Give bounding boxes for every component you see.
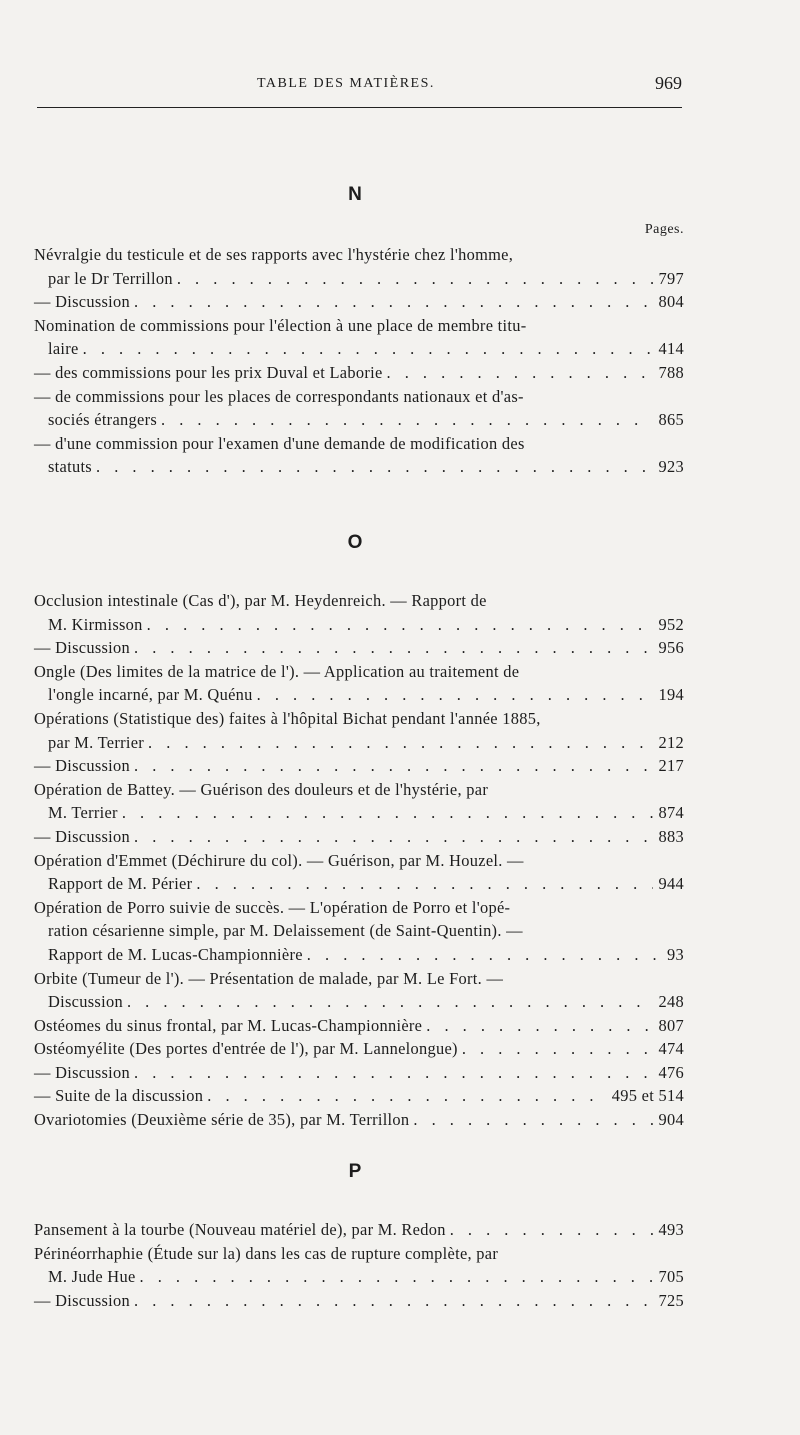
index-entry: [34, 660, 684, 707]
index-entry: [34, 1218, 684, 1242]
index-entry: [34, 1061, 684, 1085]
index-entry: [34, 314, 684, 361]
entry-text-line: — d'une commission pour l'examen d'une demande de modification des: [34, 433, 525, 453]
entry-page-number: 493: [658, 1220, 684, 1239]
dot-leader: [130, 1061, 652, 1085]
entry-page-number: 725: [658, 1290, 684, 1310]
dot-leader: [303, 943, 661, 967]
entry-text-line: Nomination de commissions pour l'élection à une place de membre titu-: [34, 315, 527, 335]
dot-leader: [192, 872, 652, 896]
section-n-entries: [34, 243, 684, 479]
dot-leader: [123, 990, 653, 1014]
running-title: TABLE DES MATIÈRES.: [257, 76, 435, 91]
pages-label: Pages.: [644, 222, 684, 237]
entry-page-number: 883: [658, 826, 684, 846]
entry-page-number: 944: [658, 874, 684, 894]
entry-text-line: — de commissions pour les places de correspondants nationaux et d'as-: [34, 386, 524, 406]
entry-page-number: 212: [658, 732, 684, 752]
index-entry: [34, 1289, 684, 1313]
dot-leader: [422, 1014, 652, 1038]
page-number: 969: [655, 73, 682, 93]
entry-text-line: — Discussion: [34, 826, 131, 846]
entry-text-line: laire: [48, 339, 79, 359]
entry-text-line: Périnéorrhaphie (Étude sur la) dans les cas de rupture complète, par: [34, 1243, 499, 1263]
index-entry: [34, 589, 684, 636]
entry-text-line: Discussion: [48, 992, 123, 1012]
entry-text-line: Ongle (Des limites de la matrice de l'). — Application au traitement de: [34, 661, 520, 681]
index-entry: [34, 1084, 684, 1108]
index-entry: [34, 243, 684, 290]
dot-leader: [92, 455, 653, 479]
entry-text-line: Opération de Battey. — Guérison des douleurs et de l'hystérie, par: [34, 779, 489, 799]
index-entry: [34, 1037, 684, 1061]
dot-leader: [79, 337, 653, 361]
entry-page-number: 93: [667, 944, 684, 964]
dot-leader: [130, 825, 652, 849]
entry-page-number: 956: [658, 638, 684, 658]
dot-leader: [130, 636, 652, 660]
entry-page-number: 952: [658, 614, 684, 634]
entry-page-number: 807: [658, 1015, 684, 1035]
entry-text-line: Névralgie du testicule et de ses rapports avec l'hystérie chez l'homme,: [34, 245, 514, 264]
dot-leader: [203, 1084, 606, 1108]
index-entry: [34, 967, 684, 1014]
index-entry: [34, 754, 684, 778]
entry-page-number: 923: [658, 457, 684, 477]
index-entry: [34, 636, 684, 660]
entry-text-line: sociés étrangers: [48, 410, 158, 430]
entry-page-number: 414: [658, 339, 684, 359]
dot-leader: [383, 361, 653, 385]
index-entry: [34, 432, 684, 479]
entry-page-number: 217: [658, 756, 684, 776]
entry-text-line: Rapport de M. Lucas-Championnière: [48, 944, 303, 964]
entry-page-number: 904: [658, 1110, 684, 1130]
entry-text-line: — des commissions pour les prix Duval et Laborie: [34, 362, 383, 382]
entry-text-line: Ostéomes du sinus frontal, par M. Lucas-Championnière: [34, 1015, 423, 1035]
entry-text-line: Pansement à la tourbe (Nouveau matériel de), par M. Redon: [34, 1220, 446, 1239]
dot-leader: [173, 267, 653, 291]
index-entry: [34, 1242, 684, 1289]
dot-leader: [253, 683, 653, 707]
dot-leader: [157, 408, 652, 432]
section-o-entries: [34, 589, 684, 1132]
entry-text-line: l'ongle incarné, par M. Quénu: [48, 685, 253, 705]
entry-text-line: Opération de Porro suivie de succès. — L'opération de Porro et l'opé-: [34, 897, 511, 917]
entry-text-line: Ovariotomies (Deuxième série de 35), par M. Terrillon: [34, 1110, 410, 1130]
entry-text-line: par le Dr Terrillon: [48, 268, 173, 288]
dot-leader: [130, 1289, 652, 1313]
entry-text-line: Opérations (Statistique des) faites à l'hôpital Bichat pendant l'année 1885,: [34, 708, 541, 728]
entry-page-number: 476: [658, 1062, 684, 1082]
entry-text-line: — Discussion: [34, 1290, 131, 1310]
entry-text-line: Opération d'Emmet (Déchirure du col). — Guérison, par M. Houzel. —: [34, 850, 524, 870]
dot-leader: [458, 1037, 653, 1061]
section-letter-p: P: [348, 1161, 362, 1182]
entry-page-number: 474: [658, 1039, 684, 1059]
dot-leader: [118, 801, 653, 825]
entry-page-number: 865: [658, 410, 684, 430]
entry-page-number: 705: [658, 1267, 684, 1287]
entry-page-number: 797: [658, 268, 684, 288]
index-entry: [34, 1108, 684, 1132]
entry-page-number: 194: [658, 685, 684, 705]
dot-leader: [409, 1108, 652, 1132]
entry-text-line: par M. Terrier: [48, 732, 145, 752]
index-entry: [34, 290, 684, 314]
dot-leader: [130, 290, 652, 314]
dot-leader: [446, 1218, 653, 1242]
entry-page-number: 788: [658, 362, 684, 382]
index-entry: [34, 849, 684, 896]
index-entry: [34, 1014, 684, 1038]
index-entry: [34, 707, 684, 754]
entry-text-line: Occlusion intestinale (Cas d'), par M. Heydenreich. — Rapport de: [34, 591, 487, 610]
entry-text-line: statuts: [48, 457, 92, 477]
index-entry: [34, 361, 684, 385]
entry-text-line: M. Kirmisson: [48, 614, 143, 634]
dot-leader: [143, 613, 653, 637]
entry-text-line: — Discussion: [34, 756, 131, 776]
section-letter-o: O: [347, 532, 363, 553]
header-rule: [37, 107, 682, 108]
dot-leader: [144, 731, 652, 755]
entry-text-line: — Discussion: [34, 638, 131, 658]
index-entry: [34, 825, 684, 849]
dot-leader: [130, 754, 652, 778]
entry-page-number: 874: [658, 803, 684, 823]
index-entry: [34, 778, 684, 825]
section-letter-n: N: [348, 184, 362, 205]
index-entry: [34, 385, 684, 432]
dot-leader: [136, 1265, 653, 1289]
index-entry: [34, 896, 684, 967]
entry-text-line: — Discussion: [34, 1062, 131, 1082]
entry-text-line: — Discussion: [34, 292, 131, 312]
entry-text-line: Orbite (Tumeur de l'). — Présentation de malade, par M. Le Fort. —: [34, 968, 504, 988]
entry-text-line: — Suite de la discussion: [34, 1086, 204, 1106]
entry-page-number: 495 et 514: [611, 1086, 684, 1106]
entry-text-line: M. Terrier: [48, 803, 118, 823]
entry-text-line: Ostéomyélite (Des portes d'entrée de l'), par M. Lannelongue): [34, 1039, 458, 1059]
section-p-entries: [34, 1218, 684, 1312]
entry-page-number: 804: [658, 292, 684, 312]
entry-text-line: M. Jude Hue: [48, 1267, 136, 1287]
entry-page-number: 248: [658, 992, 684, 1012]
entry-text-line: Rapport de M. Périer: [48, 874, 193, 894]
entry-text-line: ration césarienne simple, par M. Delaissement (de Saint-Quentin). —: [48, 921, 523, 941]
